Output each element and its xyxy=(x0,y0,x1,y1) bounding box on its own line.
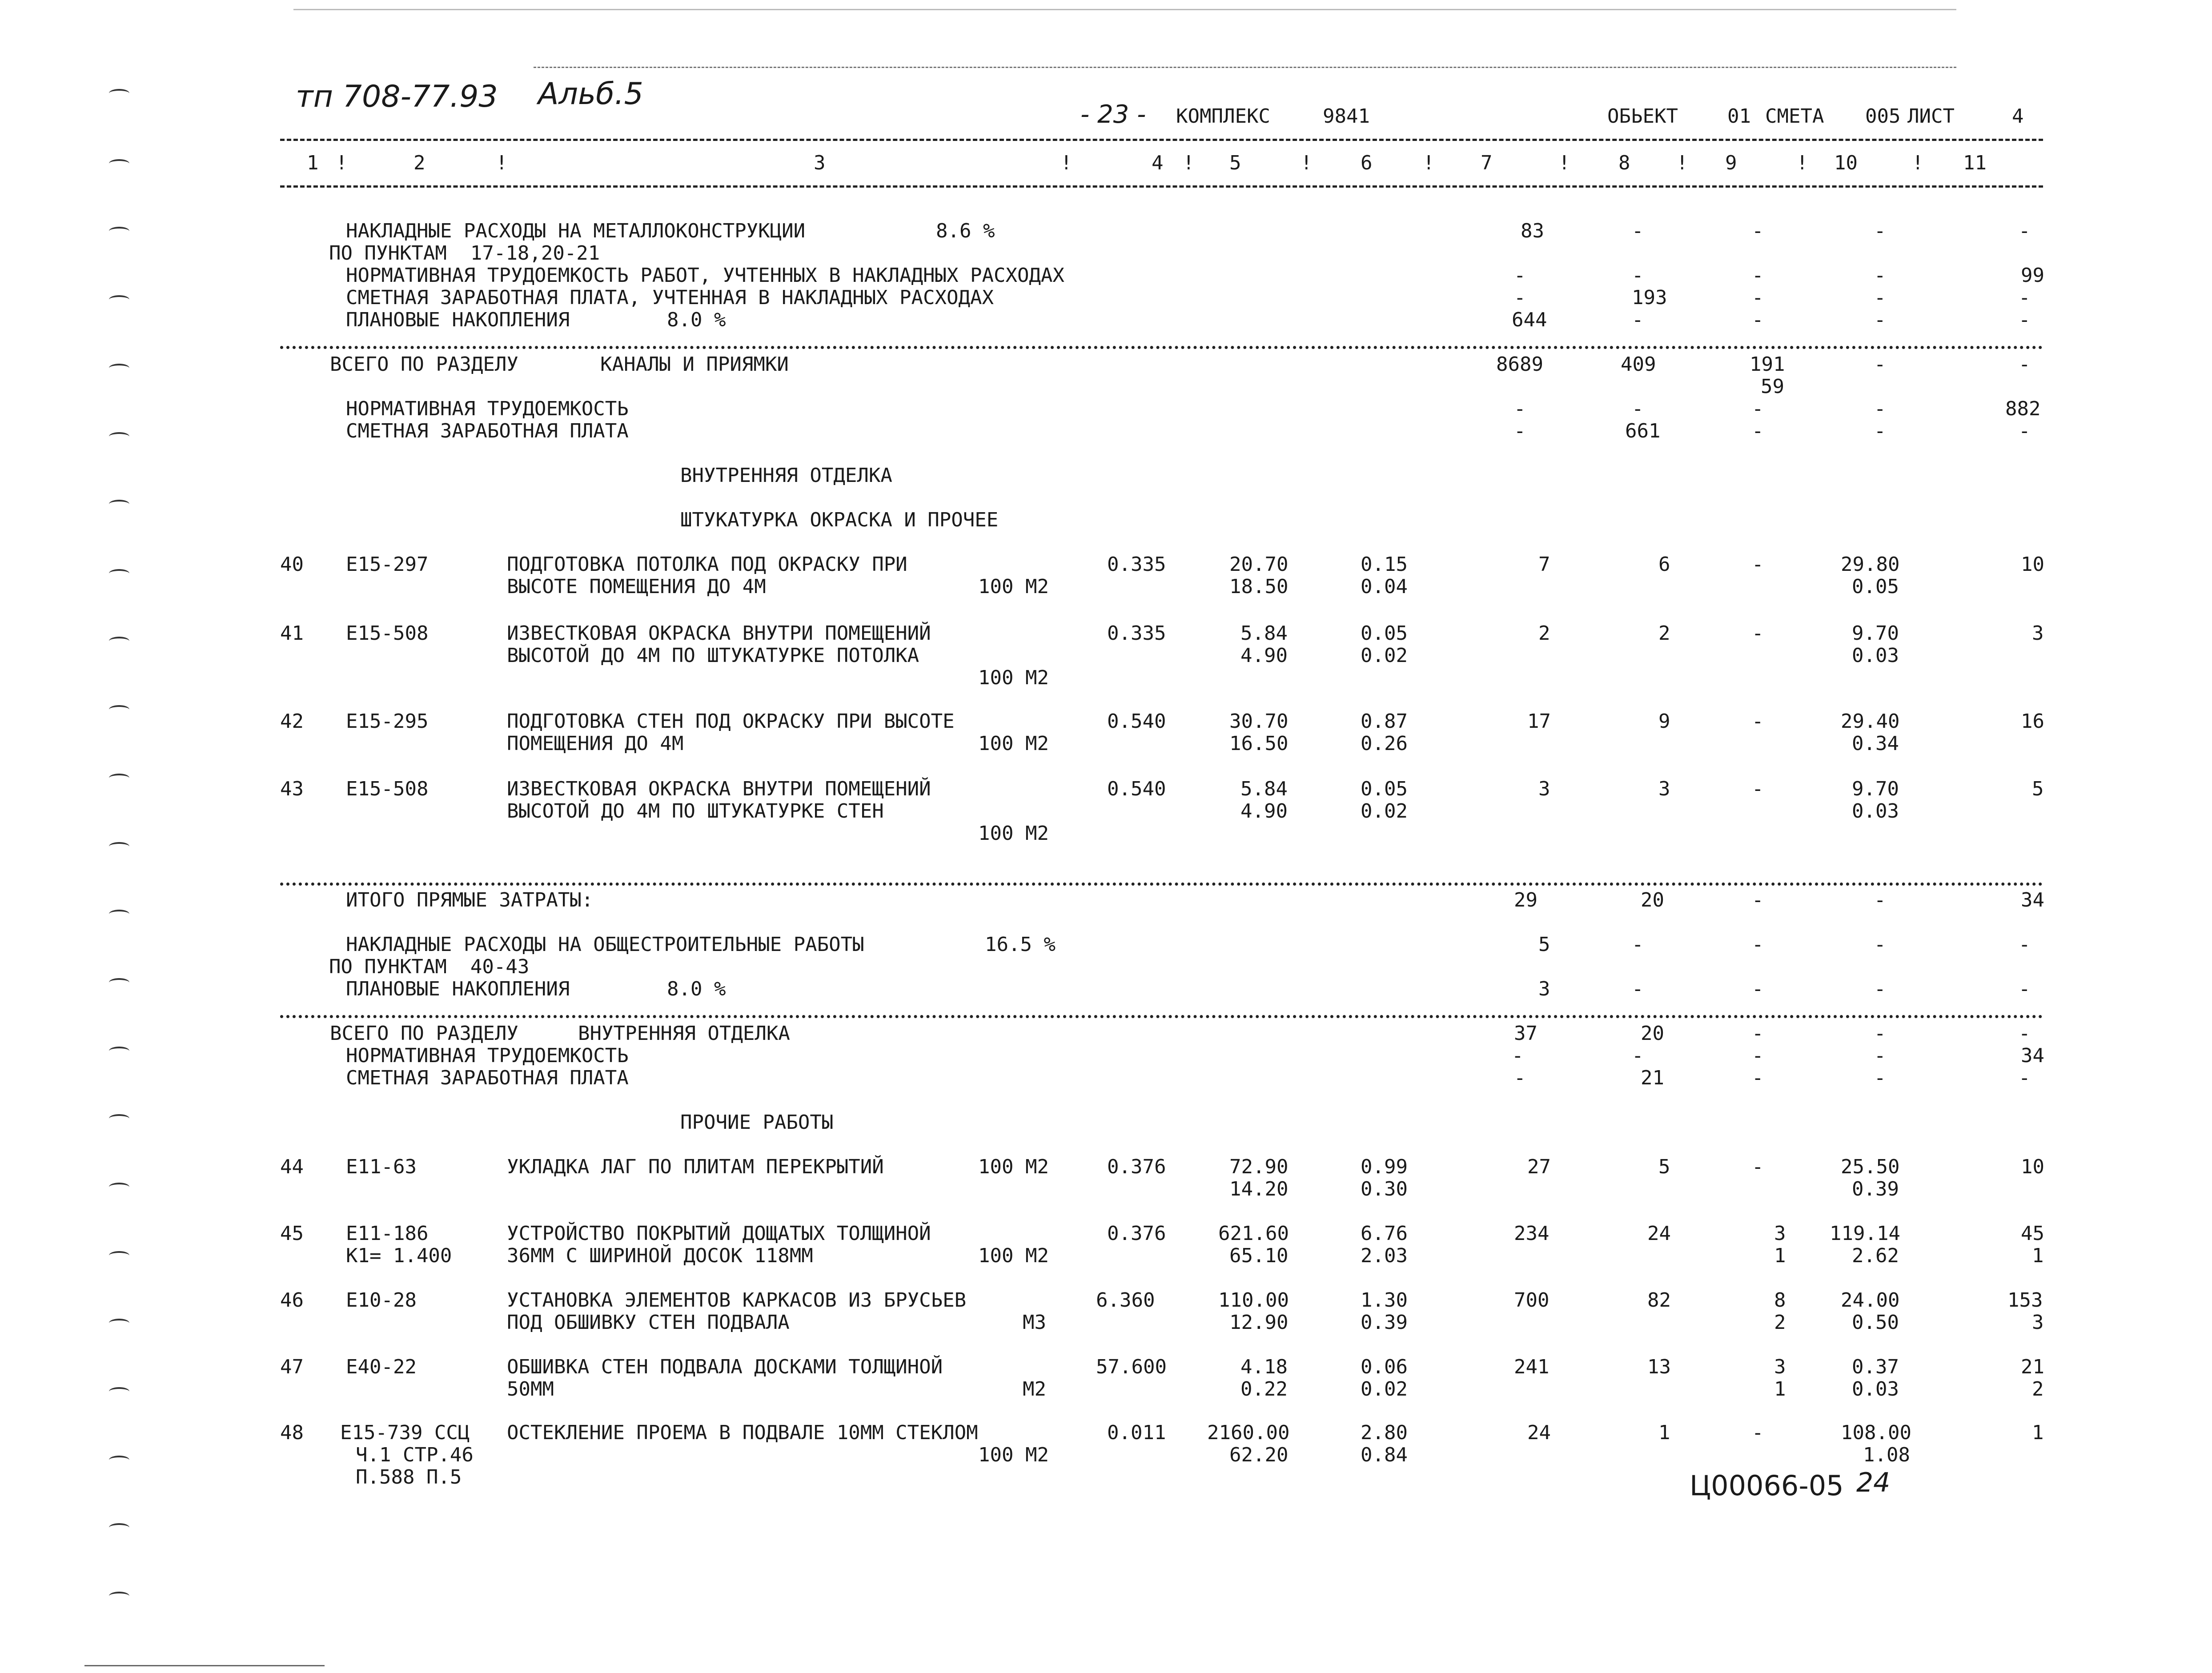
table-row: 41 E15-508 ИЗВЕСТКОВАЯ ОКРАСКА ВНУТРИ ПОМЕЩЕНИЙ ВЫСОТОЙ ДО 4М ПО ШТУКАТУРКЕ ПОТОЛКА 100 М2 0.335 5.84 4.90 0.05 0.02 2 2 - 9.70 0.03 3 xyxy=(280,622,2044,689)
handwritten-album: Альб.5 xyxy=(538,76,643,112)
scan-edge xyxy=(534,67,1956,68)
handwritten-project-code: тп 708-77.93 xyxy=(296,79,498,114)
list-value: 4 xyxy=(2012,105,2024,128)
table-row: 43 E15-508 ИЗВЕСТКОВАЯ ОКРАСКА ВНУТРИ ПОМЕЩЕНИЙ ВЫСОТОЙ ДО 4М ПО ШТУКАТУРКЕ СТЕН 100 М2 0.540 5.84 4.90 0.05 0.02 3 3 - 9.70 0.03 5 xyxy=(280,778,2044,845)
rule xyxy=(280,139,2043,141)
smeta-label: СМЕТА xyxy=(1765,105,1824,128)
rule xyxy=(280,346,2043,349)
col-header-10: 10 xyxy=(1834,152,1858,174)
col-header-3: 3 xyxy=(814,152,826,174)
archive-stamp: Ц00066-05 xyxy=(1690,1469,1844,1502)
scan-edge xyxy=(293,9,1956,10)
scan-edge xyxy=(84,1665,325,1666)
heading-inner-finishing: ВНУТРЕННЯЯ ОТДЕЛКА xyxy=(680,464,892,487)
points-row-2: ПО ПУНКТАМ 40-43 xyxy=(329,955,530,978)
heading-plaster: ШТУКАТУРКА ОКРАСКА И ПРОЧЕЕ xyxy=(680,509,999,531)
table-row: 44 E11-63 УКЛАДКА ЛАГ ПО ПЛИТАМ ПЕРЕКРЫТИЙ 100 М2 0.376 72.90 14.20 0.99 0.30 27 5 - 25.50 0.39 10 xyxy=(280,1155,2044,1200)
col-header-9: 9 xyxy=(1725,152,1737,174)
col-header-2: 2 xyxy=(413,152,426,174)
col-header-8: 8 xyxy=(1618,152,1630,174)
table-row: 42 E15-295 ПОДГОТОВКА СТЕН ПОД ОКРАСКУ ПРИ ВЫСОТЕ ПОМЕЩЕНИЯ ДО 4М 100 М2 0.540 30.70 16.50 0.87 0.26 17 9 - 29.40 0.34 16 xyxy=(280,710,2044,755)
rule xyxy=(280,185,2043,188)
page-number: - 23 - xyxy=(1080,100,1146,129)
komplex-value: 9841 xyxy=(1323,105,1370,128)
col-header-4: 4 xyxy=(1152,152,1164,174)
table-row: 48 E15-739 ССЦ Ч.1 СТР.46 П.588 П.5 ОСТЕКЛЕНИЕ ПРОЕМА В ПОДВАЛЕ 10ММ СТЕКЛОМ 100 М2 0.011 2160.00 62.20 2.80 0.84 24 1 - 108.00 1.08 1 xyxy=(280,1421,2044,1488)
col-header-5: 5 xyxy=(1229,152,1241,174)
col-header-7: 7 xyxy=(1481,152,1493,174)
object-value: 01 xyxy=(1727,105,1751,128)
table-row: 46 E10-28 УСТАНОВКА ЭЛЕМЕНТОВ КАРКАСОВ ИЗ БРУСЬЕВ ПОД ОБШИВКУ СТЕН ПОДВАЛА М3 6.360 110.00 12.90 1.30 0.39 700 82 8 2 24.00 0.50 153 3 xyxy=(280,1289,2044,1334)
table-row: 47 E40-22 ОБШИВКА СТЕН ПОДВАЛА ДОСКАМИ ТОЛЩИНОЙ 50ММ М2 57.600 4.18 0.22 0.06 0.02 241 13 3 1 0.37 0.03 21 2 xyxy=(280,1356,2044,1400)
rule xyxy=(280,1015,2043,1018)
rule xyxy=(280,883,2043,886)
table-row: 45 E11-186 К1= 1.400 УСТРОЙСТВО ПОКРЫТИЙ ДОЩАТЫХ ТОЛЩИНОЙ 36ММ С ШИРИНОЙ ДОСОК 118ММ 100 М2 0.376 621.60 65.10 6.76 2.03 234 24 3 1 119.14 2.62 45 1 xyxy=(280,1222,2044,1267)
points-row: ПО ПУНКТАМ 17-18,20-21 xyxy=(329,242,600,265)
object-label: ОБЬЕКТ xyxy=(1607,105,1678,128)
komplex-label: КОМПЛЕКС xyxy=(1176,105,1270,128)
col-header-6: 6 xyxy=(1361,152,1373,174)
handwritten-page: 24 xyxy=(1856,1467,1891,1498)
col-header-11: 11 xyxy=(1963,152,1987,174)
heading-other-works: ПРОЧИЕ РАБОТЫ xyxy=(680,1111,834,1134)
list-label: ЛИСТ xyxy=(1907,105,1955,128)
smeta-value: 005 xyxy=(1865,105,1901,128)
col-header-1: 1 xyxy=(307,152,319,174)
table-row: 40 E15-297 ПОДГОТОВКА ПОТОЛКА ПОД ОКРАСКУ ПРИ ВЫСОТЕ ПОМЕЩЕНИЯ ДО 4М 100 М2 0.335 20.70 18.50 0.15 0.04 7 6 - 29.80 0.05 10 xyxy=(280,553,2044,598)
